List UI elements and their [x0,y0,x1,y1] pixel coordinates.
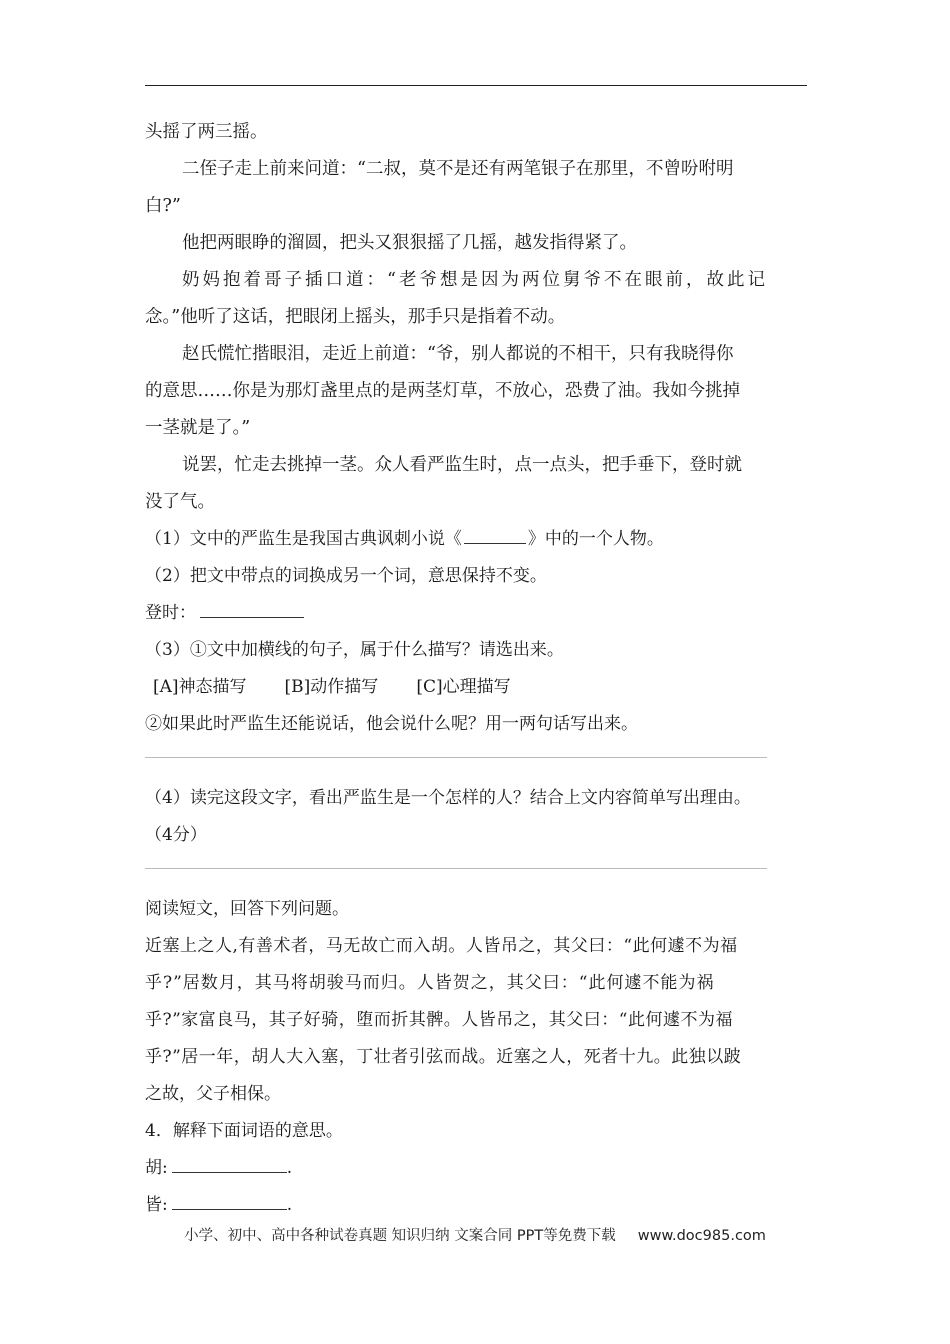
term-jie-end: . [286,1195,293,1215]
option-c[interactable]: [C]心理描写 [416,677,511,697]
question-2-blank[interactable] [200,599,304,618]
term-jie-blank[interactable] [172,1191,287,1210]
passage2-line-5: 之故，父子相保。 [145,1084,281,1104]
term-hu [145,1150,817,1187]
passage1-line-8: 的意思……你是为那灯盏里点的是两茎灯草，不放心，恐费了油。我如今挑掉 [145,381,740,401]
term-jie [145,1187,817,1224]
option-a[interactable]: [A]神态描写 [153,677,247,697]
header-rule [145,85,807,86]
question-1 [145,521,817,558]
passage1-line-10: 说罢，忙走去挑掉一茎。众人看严监生时，点一点头，把手垂下，登时就 [182,455,742,475]
question-4-line-2: （4分） [145,825,207,845]
term-hu-end: . [286,1158,293,1178]
question-3-options [145,669,817,706]
question-1-suffix: 》中的一个人物。 [527,529,664,549]
term-hu-label: 胡: [145,1158,168,1178]
page-content [145,114,817,1224]
passage1-line-4: 他把两眼睁的溜圆，把头又狠狠摇了几摇，越发指得紧了。 [182,233,637,253]
question-4-title: 4．解释下面词语的意思。 [145,1121,343,1141]
passage1-line-7: 赵氏慌忙揩眼泪，走近上前道：“爷，别人都说的不相干，只有我晓得你 [182,344,734,364]
footer-url[interactable]: www.doc985.com [637,1228,766,1244]
passage1-line-2: 二侄子走上前来问道：“二叔，莫不是还有两笔银子在那里，不曾吩咐明 [182,159,734,179]
passage2-intro: 阅读短文，回答下列问题。 [145,899,349,919]
question-2-label: 登时： [145,603,196,623]
passage2-line-2: 乎?”居数月，其马将胡骏马而归。人皆贺之，其父曰：“此何遽不能为祸 [145,973,715,993]
question-3-answer-line[interactable] [145,743,817,780]
passage1-line-9: 一茎就是了。” [145,418,251,438]
question-1-blank[interactable] [464,525,526,544]
question-2-answer [145,595,817,632]
passage1-line-11: 没了气。 [145,492,215,512]
passage1-line-6: 念。”他听了这话，把眼闭上摇头，那手只是指着不动。 [145,307,566,327]
passage2-line-1: 近塞上之人,有善术者，马无故亡而入胡。人皆吊之，其父曰：“此何遽不为福 [145,936,738,956]
footer-text: 小学、初中、高中各种试卷真题 知识归纳 文案合同 PPT等免费下载 [184,1228,616,1244]
term-hu-blank[interactable] [172,1154,287,1173]
option-b[interactable]: [B]动作描写 [284,677,379,697]
question-2: （2）把文中带点的词换成另一个词，意思保持不变。 [145,566,547,586]
term-jie-label: 皆: [145,1195,168,1215]
question-1-prefix: （1）文中的严监生是我国古典讽刺小说《 [145,529,462,549]
passage2-line-4: 乎?”居一年，胡人大入塞，丁壮者引弦而战。近塞之人，死者十九。此独以跛 [145,1047,742,1067]
passage2-line-3: 乎?”家富良马，其子好骑，堕而折其髀。人皆吊之，其父曰：“此何遽不为福 [145,1010,733,1030]
passage1-line-1: 头摇了两三摇。 [145,122,268,142]
question-4-line-1: （4）读完这段文字，看出严监生是一个怎样的人？结合上文内容简单写出理由。 [145,788,751,808]
question-3-part-2: ②如果此时严监生还能说话，他会说什么呢？用一两句话写出来。 [145,714,638,734]
page-footer [0,1224,950,1245]
passage1-line-3: 白?” [145,196,181,216]
question-4-answer-line[interactable] [145,854,817,891]
question-3: （3）①文中加横线的句子，属于什么描写？请选出来。 [145,640,564,660]
passage1-line-5: 奶妈抱着哥子插口道：“老爷想是因为两位舅爷不在眼前，故此记 [182,270,768,290]
